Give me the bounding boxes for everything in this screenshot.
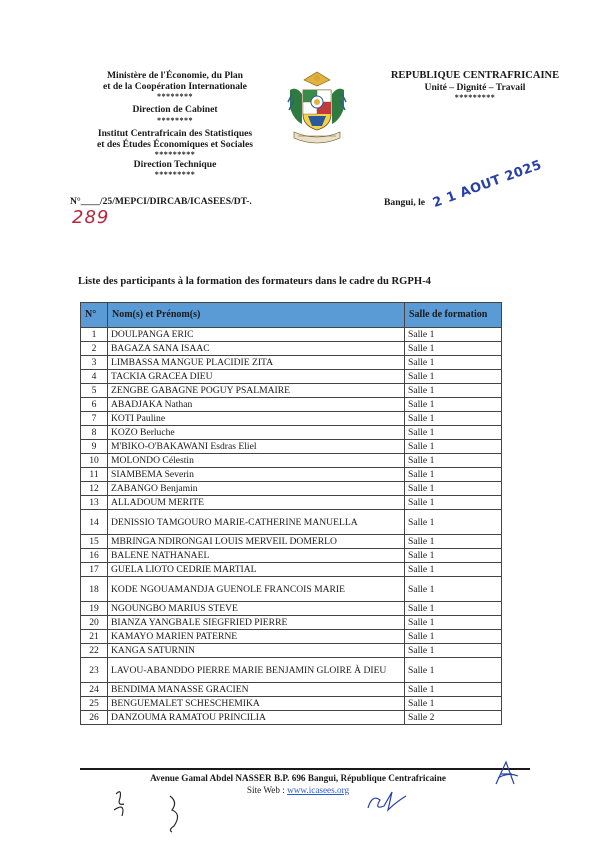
table-row bbox=[81, 510, 502, 535]
training-room: Salle 2 bbox=[405, 711, 502, 725]
training-room: Salle 1 bbox=[405, 697, 502, 711]
row-number: 23 bbox=[81, 658, 108, 683]
training-room: Salle 1 bbox=[405, 535, 502, 549]
cabinet-line: Direction de Cabinet bbox=[132, 104, 218, 116]
participant-name: BALENE NATHANAEL bbox=[108, 549, 405, 563]
row-number: 9 bbox=[81, 440, 108, 454]
table-row bbox=[81, 644, 502, 658]
table-row bbox=[81, 630, 502, 644]
table-row bbox=[81, 496, 502, 510]
participant-name: KAMAYO MARIEN PATERNE bbox=[108, 630, 405, 644]
training-room: Salle 1 bbox=[405, 602, 502, 616]
table-row bbox=[81, 602, 502, 616]
participant-name: BIANZA YANGBALE SIEGFRIED PIERRE bbox=[108, 616, 405, 630]
training-room: Salle 1 bbox=[405, 496, 502, 510]
row-number: 20 bbox=[81, 616, 108, 630]
row-number: 10 bbox=[81, 454, 108, 468]
table-row bbox=[81, 384, 502, 398]
table-row bbox=[81, 440, 502, 454]
participants-table bbox=[80, 302, 502, 725]
participant-name: DOULPANGA ERIC bbox=[108, 328, 405, 342]
row-number: 1 bbox=[81, 328, 108, 342]
row-number: 25 bbox=[81, 697, 108, 711]
training-room: Salle 1 bbox=[405, 616, 502, 630]
row-number: 17 bbox=[81, 563, 108, 577]
participant-name: DENISSIO TAMGOURO MARIE-CATHERINE MANUELLA bbox=[108, 510, 405, 535]
table-row bbox=[81, 454, 502, 468]
training-room: Salle 1 bbox=[405, 370, 502, 384]
training-room: Salle 1 bbox=[405, 412, 502, 426]
row-number: 6 bbox=[81, 398, 108, 412]
participant-name: KOZO Berluche bbox=[108, 426, 405, 440]
row-number: 18 bbox=[81, 577, 108, 602]
participant-name: SIAMBEMA Severin bbox=[108, 468, 405, 482]
participant-name: MBRINGA NDIRONGAI LOUIS MERVEIL DOMERLO bbox=[108, 535, 405, 549]
participant-name: ZENGBE GABAGNE POGUY PSALMAIRE bbox=[108, 384, 405, 398]
training-room: Salle 1 bbox=[405, 468, 502, 482]
participant-name: ALLADOUM MERITE bbox=[108, 496, 405, 510]
participant-name: ABADJAKA Nathan bbox=[108, 398, 405, 412]
participant-name: BENGUEMALET SCHESCHEMIKA bbox=[108, 697, 405, 711]
participant-name: GUELA LIOTO CEDRIE MARTIAL bbox=[108, 563, 405, 577]
participant-name: MOLONDO Célestin bbox=[108, 454, 405, 468]
table-row bbox=[81, 658, 502, 683]
table-row bbox=[81, 683, 502, 697]
row-number: 4 bbox=[81, 370, 108, 384]
table-header-row bbox=[81, 303, 502, 328]
table-body bbox=[81, 328, 502, 725]
training-room: Salle 1 bbox=[405, 482, 502, 496]
table-row bbox=[81, 697, 502, 711]
training-room: Salle 1 bbox=[405, 384, 502, 398]
training-room: Salle 1 bbox=[405, 644, 502, 658]
national-motto: Unité – Dignité – Travail bbox=[424, 82, 526, 93]
training-room: Salle 1 bbox=[405, 549, 502, 563]
date-stamp: 2 1 AOUT 2025 bbox=[430, 157, 544, 211]
row-number: 15 bbox=[81, 535, 108, 549]
training-room: Salle 1 bbox=[405, 356, 502, 370]
handwritten-signature bbox=[362, 786, 412, 816]
coat-of-arms-emblem bbox=[286, 68, 348, 148]
technical-direction-line: Direction Technique bbox=[133, 159, 217, 171]
table-row bbox=[81, 426, 502, 440]
participant-name: NGOUNGBO MARIUS STEVE bbox=[108, 602, 405, 616]
website-link[interactable]: www.icasees.org bbox=[287, 785, 350, 795]
country-block bbox=[385, 70, 565, 102]
training-room: Salle 1 bbox=[405, 658, 502, 683]
table-row bbox=[81, 356, 502, 370]
row-number: 12 bbox=[81, 482, 108, 496]
ministry-line1: Ministère de l'Économie, du Plan bbox=[107, 70, 243, 81]
table-row bbox=[81, 342, 502, 356]
website-label: Site Web : bbox=[246, 785, 288, 795]
participant-name: ZABANGO Benjamin bbox=[108, 482, 405, 496]
table-row bbox=[81, 711, 502, 725]
table-row bbox=[81, 328, 502, 342]
table-row bbox=[81, 535, 502, 549]
footer-address: Avenue Gamal Abdel NASSER B.P. 696 Bangui, République Centrafricaine bbox=[150, 773, 446, 783]
handwritten-reference-number: 289 bbox=[72, 207, 110, 228]
table-row bbox=[81, 482, 502, 496]
training-room: Salle 1 bbox=[405, 563, 502, 577]
training-room: Salle 1 bbox=[405, 398, 502, 412]
row-number: 21 bbox=[81, 630, 108, 644]
row-number: 11 bbox=[81, 468, 108, 482]
row-number: 16 bbox=[81, 549, 108, 563]
column-header-name: Nom(s) et Prénom(s) bbox=[108, 303, 405, 328]
footer-divider bbox=[80, 768, 530, 770]
row-number: 24 bbox=[81, 683, 108, 697]
separator-stars: ********* bbox=[454, 93, 496, 102]
row-number: 5 bbox=[81, 384, 108, 398]
institute-line2: et des Études Économiques et Sociales bbox=[97, 138, 253, 150]
row-number: 7 bbox=[81, 412, 108, 426]
institute-line1: Institut Centrafricain des Statistiques bbox=[97, 127, 253, 139]
issuer-block bbox=[70, 70, 280, 179]
participant-name: BENDIMA MANASSE GRACIEN bbox=[108, 683, 405, 697]
handwritten-initials-middle bbox=[160, 792, 200, 836]
participant-name: DANZOUMA RAMATOU PRINCILIA bbox=[108, 711, 405, 725]
reference-number-line: N°____/25/MEPCI/DIRCAB/ICASEES/DT-. bbox=[70, 196, 252, 207]
row-number: 2 bbox=[81, 342, 108, 356]
separator-stars: ******** bbox=[157, 92, 193, 102]
row-number: 26 bbox=[81, 711, 108, 725]
separator-stars: ********* bbox=[154, 170, 196, 180]
place-date-label: Bangui, le bbox=[384, 197, 426, 208]
table-row bbox=[81, 616, 502, 630]
participant-name: LAVOU-ABANDDO PIERRE MARIE BENJAMIN GLOIRE À DIEU bbox=[108, 658, 405, 683]
row-number: 13 bbox=[81, 496, 108, 510]
row-number: 8 bbox=[81, 426, 108, 440]
ministry-line2: et de la Coopération Internationale bbox=[103, 81, 247, 93]
training-room: Salle 1 bbox=[405, 630, 502, 644]
separator-stars: ********* bbox=[154, 150, 196, 160]
training-room: Salle 1 bbox=[405, 440, 502, 454]
table-row bbox=[81, 468, 502, 482]
training-room: Salle 1 bbox=[405, 328, 502, 342]
training-room: Salle 1 bbox=[405, 454, 502, 468]
separator-stars: ******** bbox=[157, 115, 193, 125]
column-header-room: Salle de formation bbox=[405, 303, 502, 328]
participant-name: BAGAZA SANA ISAAC bbox=[108, 342, 405, 356]
list-title: Liste des participants à la formation des formateurs dans le cadre du RGPH-4 bbox=[78, 276, 431, 287]
participant-name: M'BIKO-O'BAKAWANI Esdras Eliel bbox=[108, 440, 405, 454]
training-room: Salle 1 bbox=[405, 510, 502, 535]
table-row bbox=[81, 370, 502, 384]
column-header-number: N° bbox=[81, 303, 108, 328]
table-row bbox=[81, 563, 502, 577]
table-row bbox=[81, 412, 502, 426]
participant-name: KANGA SATURNIN bbox=[108, 644, 405, 658]
training-room: Salle 1 bbox=[405, 426, 502, 440]
handwritten-initials-left bbox=[108, 784, 148, 824]
participant-name: KODE NGOUAMANDJA GUENOLE FRANCOIS MARIE bbox=[108, 577, 405, 602]
row-number: 19 bbox=[81, 602, 108, 616]
row-number: 22 bbox=[81, 644, 108, 658]
participant-name: LIMBASSA MANGUE PLACIDIE ZITA bbox=[108, 356, 405, 370]
participant-name: KOTI Pauline bbox=[108, 412, 405, 426]
handwritten-initial-right bbox=[492, 758, 522, 788]
participant-name: TACKIA GRACEA DIEU bbox=[108, 370, 405, 384]
republic-name: REPUBLIQUE CENTRAFRICAINE bbox=[390, 70, 560, 81]
table-row bbox=[81, 577, 502, 602]
training-room: Salle 1 bbox=[405, 683, 502, 697]
table-row bbox=[81, 398, 502, 412]
row-number: 3 bbox=[81, 356, 108, 370]
training-room: Salle 1 bbox=[405, 342, 502, 356]
training-room: Salle 1 bbox=[405, 577, 502, 602]
table-row bbox=[81, 549, 502, 563]
row-number: 14 bbox=[81, 510, 108, 535]
